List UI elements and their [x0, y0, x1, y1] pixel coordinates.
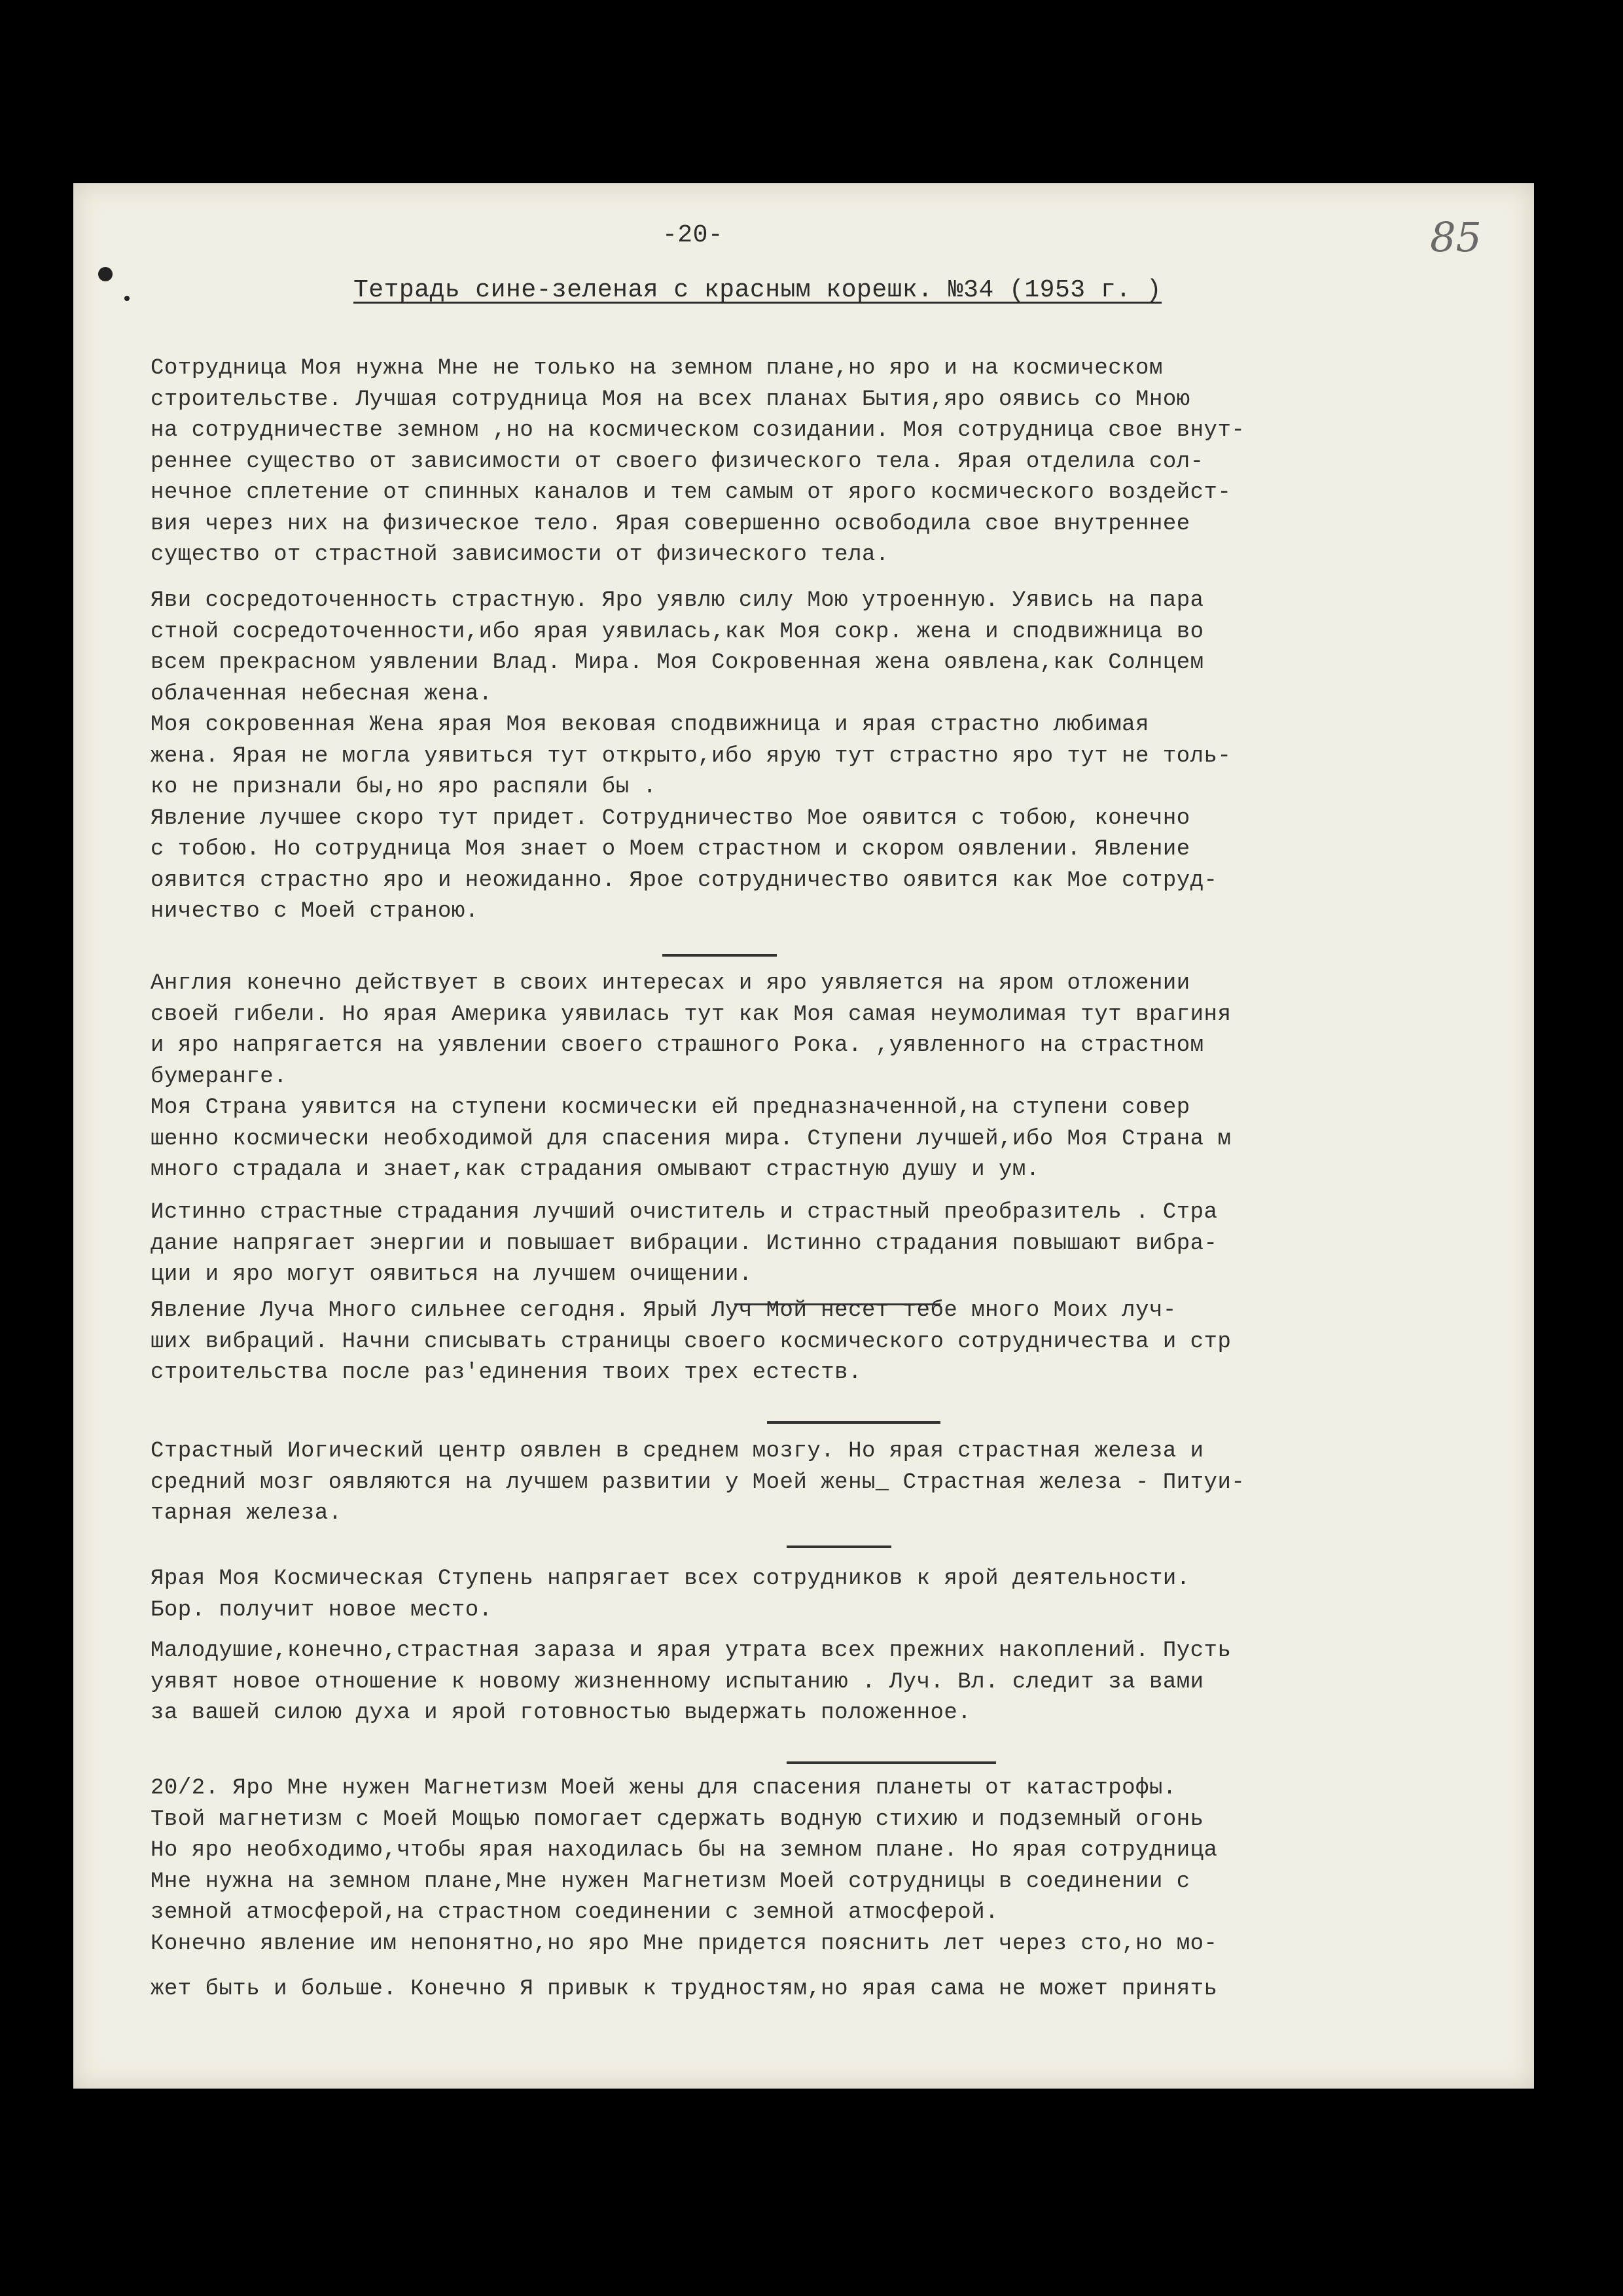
- section-divider: [662, 954, 777, 957]
- text-line: Твой магнетизм с Моей Мощью помогает сдержать водную стихию и подземный огонь: [151, 1807, 1204, 1832]
- paragraph-block-7: [151, 1564, 1190, 1626]
- text-line: на сотрудничестве земном ,но на космическом созидании. Моя сотрудница свое внут-: [151, 418, 1245, 443]
- text-line: ничество с Моей страною.: [151, 899, 479, 924]
- paragraph-block-5: [151, 1296, 1231, 1389]
- text-line: 20/2. Яро Мне нужен Магнетизм Моей жены для спасения планеты от катастрофы.: [151, 1776, 1177, 1801]
- text-line: вия через них на физическое тело. Ярая совершенно освободила свое внутреннее: [151, 511, 1190, 537]
- text-line: Но яро необходимо,чтобы ярая находилась бы на земном плане. Но ярая сотрудница: [151, 1838, 1218, 1863]
- text-line: жена. Ярая не могла уявиться тут открыто,ибо ярую тут страстно яро тут не толь-: [151, 743, 1232, 769]
- section-divider: [787, 1545, 891, 1548]
- page-number: -20-: [662, 221, 724, 249]
- text-line: земной атмосферой,на страстном соединении с земной атмосферой.: [151, 1900, 999, 1925]
- text-line: жет быть и больше. Конечно Я привык к трудностям,но ярая сама не может принять: [151, 1977, 1218, 2002]
- text-line: Мне нужна на земном плане,Мне нужен Магнетизм Моей сотрудницы в соединении с: [151, 1869, 1190, 1894]
- text-line: Малодушие,конечно,страстная зараза и ярая утрата всех прежних накоплений. Пусть: [151, 1638, 1232, 1663]
- text-line: ко не признали бы,но яро распяли бы .: [151, 775, 657, 800]
- text-line: реннее существо от зависимости от своего физического тела. Ярая отделила сол-: [151, 449, 1204, 474]
- text-line: Страстный Иогический центр оявлен в среднем мозгу. Но ярая страстная железа и: [151, 1439, 1204, 1464]
- text-line: Яви сосредоточенность страстную. Яро уявлю силу Мою утроенную. Уявись на пара: [151, 588, 1204, 613]
- text-line: строительства после раз'единения твоих трех естеств.: [151, 1360, 862, 1385]
- text-line: Сотрудница Моя нужна Мне не только на земном плане,но яро и на космическом: [151, 356, 1163, 381]
- text-line: своей гибели. Но ярая Америка уявилась тут как Моя самая неумолимая тут врагиня: [151, 1002, 1232, 1027]
- text-line: ции и яро могут оявиться на лучшем очищении.: [151, 1262, 753, 1287]
- text-line: Ярая Моя Космическая Ступень напрягает всех сотрудников к ярой деятельности.: [151, 1566, 1190, 1591]
- text-line: средний мозг оявляются на лучшем развитии у Моей жены_ Страстная железа - Питуи-: [151, 1470, 1245, 1495]
- paragraph-block-3: [151, 968, 1231, 1186]
- text-line: Моя сокровенная Жена ярая Моя вековая сподвижница и ярая страстно любимая: [151, 713, 1149, 737]
- section-divider: [787, 1761, 996, 1764]
- binding-hole-mark: [124, 296, 130, 301]
- text-line: облаченная небесная жена.: [151, 681, 493, 707]
- text-line: за вашей силою духа и ярой готовностью выдержать положенное.: [151, 1701, 972, 1725]
- paragraph-block-4: [151, 1197, 1217, 1291]
- text-line: всем прекрасном уявлении Влад. Мира. Моя Сокровенная жена оявлена,как Солнцем: [151, 650, 1204, 675]
- text-line: Бор. получит новое место.: [151, 1597, 493, 1623]
- text-line: тарная железа.: [151, 1501, 342, 1526]
- text-line: шенно космически необходимой для спасения мира. Ступени лучшей,ибо Моя Страна м: [151, 1126, 1232, 1152]
- text-line: строительстве. Лучшая сотрудница Моя на всех планах Бытия,яро оявись со Мною: [151, 387, 1190, 412]
- text-line: уявят новое отношение к новому жизненному испытанию . Луч. Вл. следит за вами: [151, 1669, 1204, 1695]
- text-line: бумеранге.: [151, 1064, 288, 1089]
- paragraph-block-8: [151, 1636, 1231, 1729]
- text-line: и яро напрягается на уявлении своего страшного Рока. ,уявленного на страстном: [151, 1033, 1204, 1058]
- binding-hole-mark: [98, 267, 113, 281]
- text-line: существо от страстной зависимости от физического тела.: [151, 542, 889, 567]
- text-line: Моя Страна уявится на ступени космически ей предназначенной,на ступени совер: [151, 1095, 1190, 1120]
- handwritten-folio-number: 85: [1430, 213, 1482, 261]
- text-line: Конечно явление им непонятно,но яро Мне придется пояснить лет через сто,но мо-: [151, 1931, 1218, 1956]
- text-line: оявится страстно яро и неожиданно. Ярое сотрудничество оявится как Мое сотруд-: [151, 868, 1218, 893]
- text-line: Явление Луча Много сильнее сегодня. Ярый Луч Мой несет тебе много Моих луч-: [151, 1298, 1177, 1323]
- notebook-heading: Тетрадь сине-зеленая с красным корешк. №34 (1953 г. ): [353, 276, 1162, 304]
- section-divider: [767, 1421, 940, 1424]
- paragraph-block-1: [151, 353, 1245, 571]
- text-line: дание напрягает энергии и повышает вибрации. Истинно страдания повышают вибра-: [151, 1231, 1218, 1256]
- text-line: ших вибраций. Начни списывать страницы своего космического сотрудничества и стр: [151, 1329, 1232, 1354]
- text-line: с тобою. Но сотрудница Моя знает о Моем страстном и скором оявлении. Явление: [151, 837, 1190, 862]
- text-line: Истинно страстные страдания лучший очиститель и страстный преобразитель . Стра: [151, 1200, 1218, 1225]
- paragraph-block-9: [151, 1773, 1217, 2005]
- typewritten-page: [73, 183, 1534, 2089]
- text-line: Явление лучшее скоро тут придет. Сотрудничество Мое оявится с тобою, конечно: [151, 805, 1190, 831]
- text-line: стной сосредоточенности,ибо ярая уявилась,как Моя сокр. жена и сподвижница во: [151, 619, 1204, 645]
- paragraph-block-6: [151, 1436, 1245, 1530]
- text-line: нечное сплетение от спинных каналов и тем самым от ярого космического воздейст-: [151, 480, 1232, 505]
- paragraph-block-2: [151, 586, 1231, 928]
- text-line: Англия конечно действует в своих интересах и яро уявляется на яром отложении: [151, 971, 1190, 996]
- text-line: много страдала и знает,как страдания омывают страстную душу и ум.: [151, 1157, 1040, 1182]
